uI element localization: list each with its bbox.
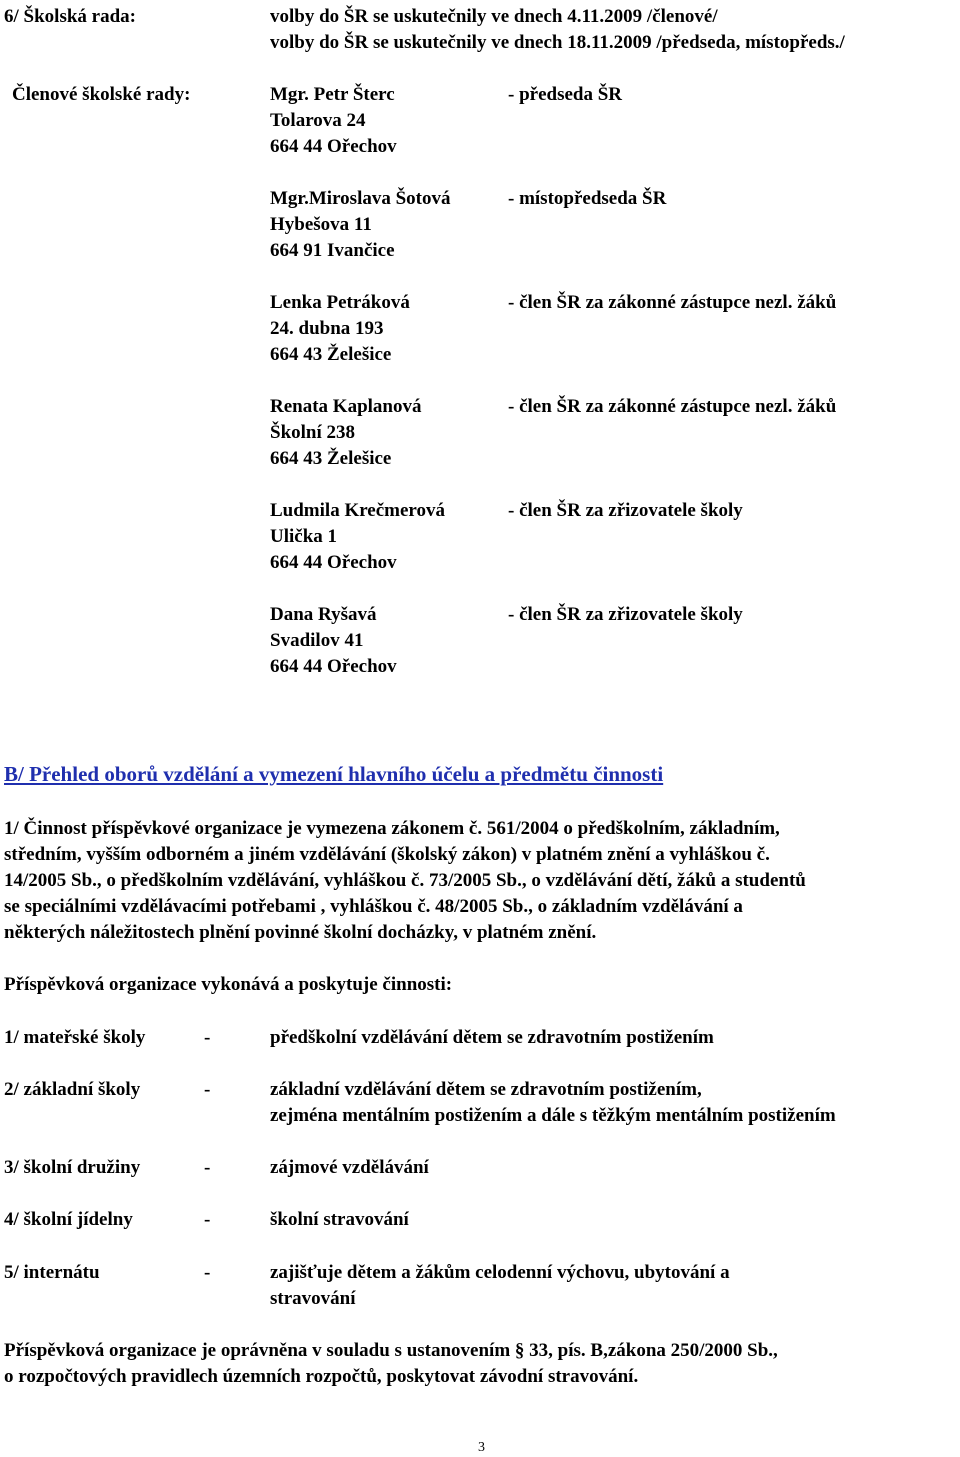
paragraph-line: se speciálními vzdělávacími potřebami , vyhláškou č. 48/2005 Sb., o základním vzdělávání a [4,896,743,917]
members-label: Členové školské rady: [12,84,191,105]
member-name: Ludmila Krečmerová [270,500,446,521]
activity-dash: - [204,1079,211,1100]
paragraph-line: 14/2005 Sb., o předškolním vzdělávání, vyhláškou č. 73/2005 Sb., o vzdělávání dětí, žáků a studentů [4,870,806,891]
activity-label: 4/ školní jídelny [4,1209,133,1230]
paragraph-line: 1/ Činnost příspěvkové organizace je vymezena zákonem č. 561/2004 o předškolním, základním, [4,818,780,839]
member-street: Hybešova 11 [270,214,372,235]
member-name: Dana Ryšavá [270,604,377,625]
activity-dash: - [204,1209,211,1230]
member-street: 24. dubna 193 [270,318,384,339]
member-street: Svadilov 41 [270,630,364,651]
activity-desc: zejména mentálním postižením a dále s těžkým mentálním postižením [270,1105,836,1126]
authorization-line: Příspěvková organizace je oprávněna v souladu s ustanovením § 33, pís. B,zákona 250/2000 Sb., [4,1340,778,1361]
activity-label: 1/ mateřské školy [4,1027,146,1048]
activity-desc: předškolní vzdělávání dětem se zdravotním postižením [270,1027,714,1048]
election-date-members: volby do ŠR se uskutečnily ve dnech 4.11.2009 /členové/ [270,6,718,27]
activities-intro: Příspěvková organizace vykonává a poskytuje činnosti: [4,974,453,995]
member-role: - předseda ŠR [508,84,623,105]
school-board-label: 6/ Školská rada: [4,6,136,27]
member-role: - člen ŠR za zřizovatele školy [508,500,743,521]
section-b-heading: B/ Přehled oborů vzdělání a vymezení hlavního účelu a předmětu činnosti [4,762,664,786]
paragraph-line: některých náležitostech plnění povinné školní docházky, v platném znění. [4,922,597,943]
member-city: 664 91 Ivančice [270,240,395,261]
activity-label: 5/ internátu [4,1262,100,1283]
activity-desc: základní vzdělávání dětem se zdravotním postižením, [270,1079,702,1100]
authorization-line: o rozpočtových pravidlech územních rozpočtů, poskytovat závodní stravování. [4,1366,639,1387]
member-city: 664 44 Ořechov [270,656,397,677]
activity-desc: zajišťuje dětem a žákům celodenní výchovu, ubytování a [270,1262,730,1283]
member-city: 664 44 Ořechov [270,552,397,573]
member-name: Renata Kaplanová [270,396,422,417]
paragraph-line: středním, vyšším odborném a jiném vzdělávání (školský zákon) v platném znění a vyhláškou č. [4,844,770,865]
activity-dash: - [204,1027,211,1048]
member-role: - člen ŠR za zákonné zástupce nezl. žáků [508,292,837,313]
member-role: - místopředseda ŠR [508,188,667,209]
election-date-chair: volby do ŠR se uskutečnily ve dnech 18.11.2009 /předseda, místopředs./ [270,32,845,53]
member-street: Tolarova 24 [270,110,366,131]
member-name: Mgr.Miroslava Šotová [270,188,451,209]
member-city: 664 43 Želešice [270,344,392,365]
activity-desc: zájmové vzdělávání [270,1157,429,1178]
member-name: Lenka Petráková [270,292,410,313]
member-street: Školní 238 [270,422,356,443]
activity-desc: stravování [270,1288,356,1309]
member-name: Mgr. Petr Šterc [270,84,395,105]
member-role: - člen ŠR za zákonné zástupce nezl. žáků [508,396,837,417]
member-city: 664 44 Ořechov [270,136,397,157]
member-street: Ulička 1 [270,526,338,547]
member-role: - člen ŠR za zřizovatele školy [508,604,743,625]
activity-dash: - [204,1157,211,1178]
activity-label: 3/ školní družiny [4,1157,141,1178]
activity-desc: školní stravování [270,1209,409,1230]
member-city: 664 43 Želešice [270,448,392,469]
activity-label: 2/ základní školy [4,1079,141,1100]
activity-dash: - [204,1262,211,1283]
page-number: 3 [478,1440,485,1455]
